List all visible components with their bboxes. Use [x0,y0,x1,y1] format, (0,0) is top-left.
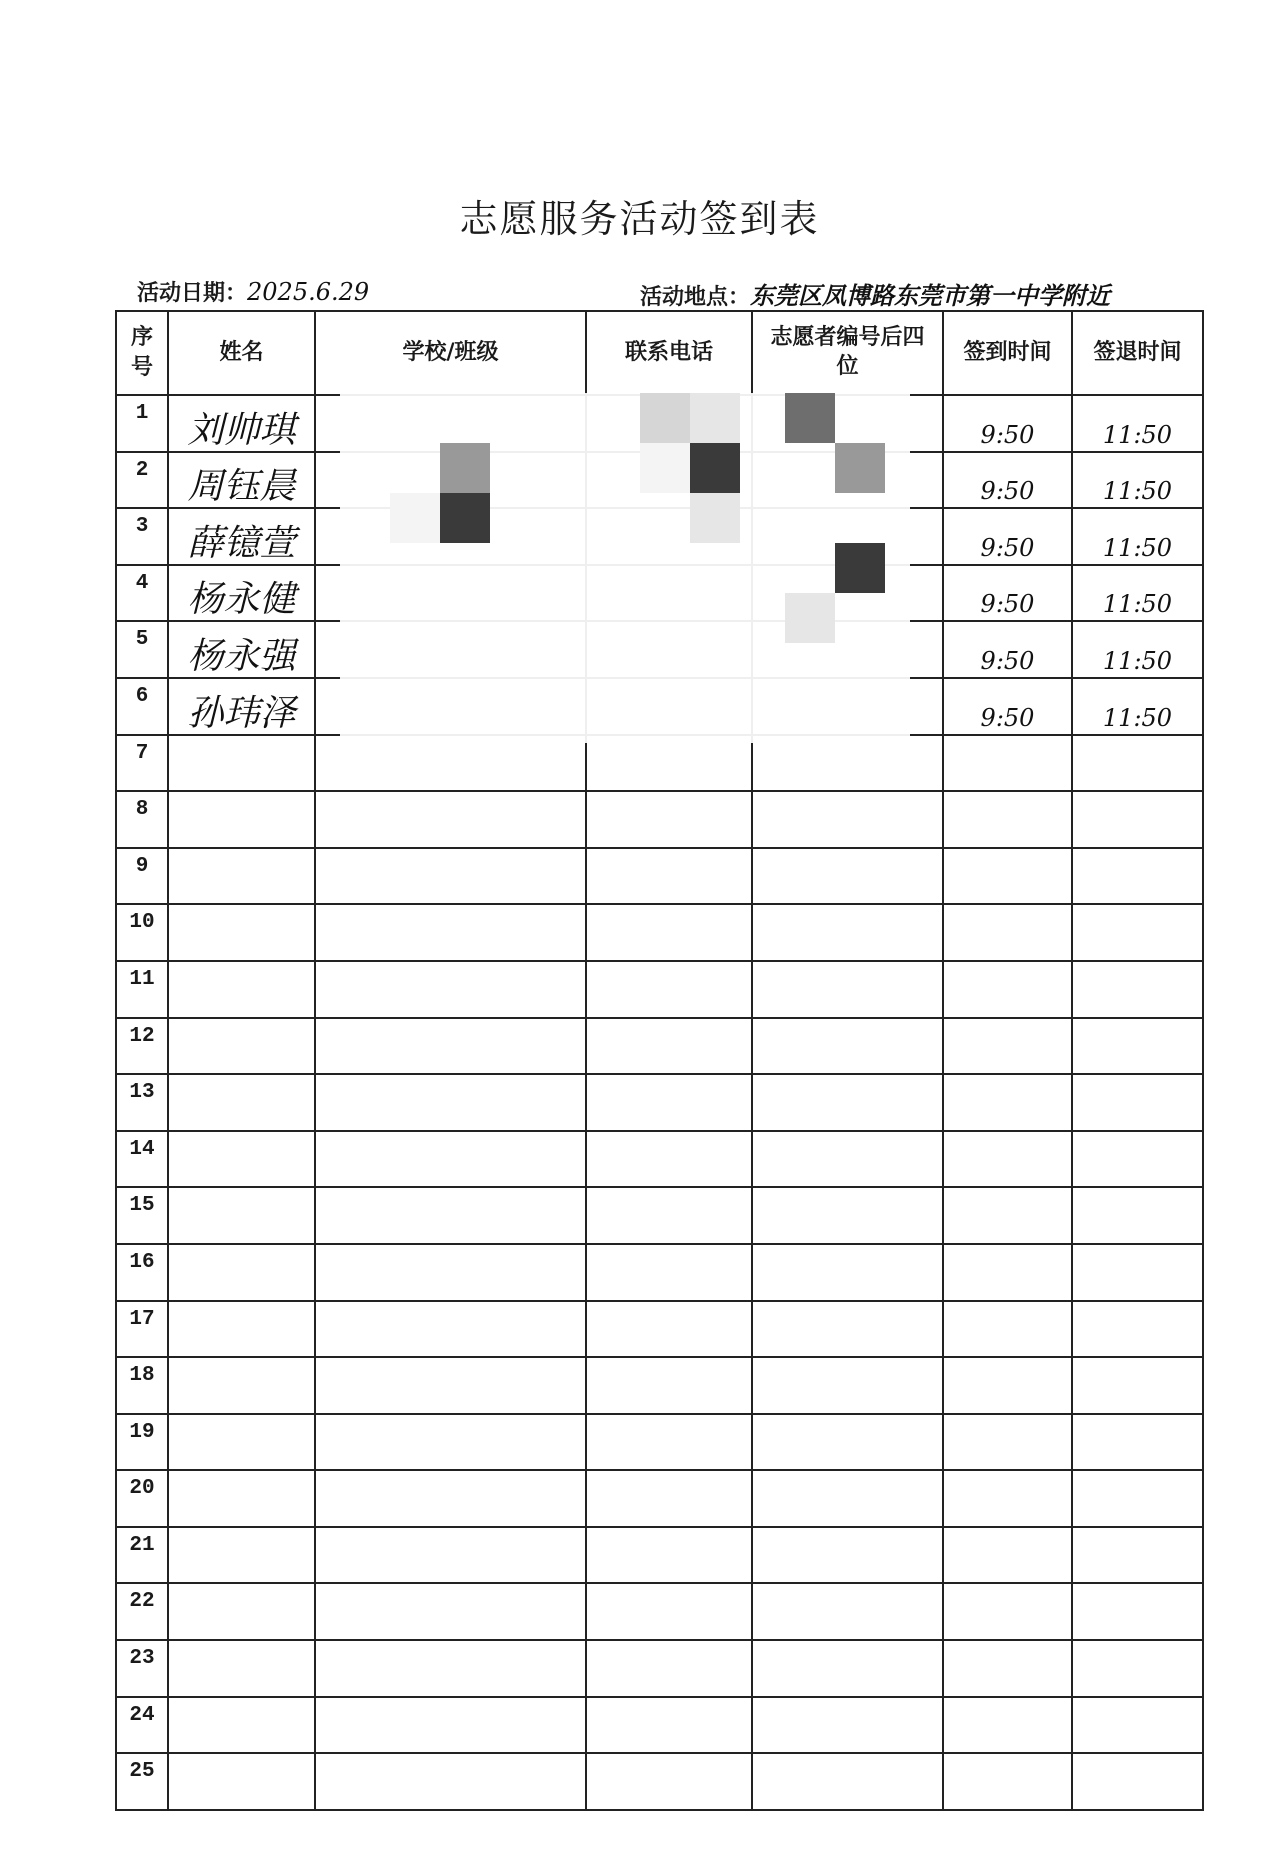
row-checkin [943,1527,1072,1584]
row-checkin [943,848,1072,905]
row-volunteer-id [752,1074,943,1131]
row-name [168,848,315,905]
redaction-block [785,593,835,643]
row-checkin [943,1357,1072,1414]
place-label: 活动地点： [640,285,751,310]
row-checkin: 9:50 [943,678,1072,735]
row-phone [586,1640,752,1697]
redaction-block [835,443,885,493]
table-row [116,1018,1203,1075]
header-volunteer-id-label: 志愿者编号后四位 [770,325,925,379]
row-checkout [1072,904,1203,961]
row-checkout [1072,1697,1203,1754]
row-school [315,1753,586,1810]
table-row [116,1074,1203,1131]
row-phone [586,1414,752,1471]
row-volunteer-id [752,848,943,905]
row-checkin [943,1301,1072,1358]
row-seq: 16 [116,1244,168,1301]
table-row [116,961,1203,1018]
row-phone [586,1470,752,1527]
header-phone: 联系电话 [586,311,752,395]
row-phone [586,735,752,792]
redaction-wash [340,393,910,743]
row-school [315,1697,586,1754]
row-seq: 7 [116,735,168,792]
date-label: 活动日期： [137,281,248,306]
row-phone [586,961,752,1018]
row-checkin [943,1640,1072,1697]
row-checkout: 11:50 [1072,508,1203,565]
date-value: 2025.6.29 [247,278,370,306]
row-checkout [1072,1527,1203,1584]
row-checkout [1072,735,1203,792]
row-name [168,735,315,792]
table-row [116,1470,1203,1527]
row-name [168,1414,315,1471]
row-checkin [943,1414,1072,1471]
activity-place [640,276,1110,311]
row-checkout: 11:50 [1072,565,1203,622]
row-name [168,904,315,961]
row-name [168,1357,315,1414]
row-seq: 10 [116,904,168,961]
row-checkout [1072,1301,1203,1358]
redaction-block [390,493,440,543]
row-volunteer-id [752,904,943,961]
row-checkin [943,1187,1072,1244]
row-school [315,1357,586,1414]
redaction-block [640,443,690,493]
table-row [116,1357,1203,1414]
row-checkin [943,1583,1072,1640]
row-name [168,1470,315,1527]
place-value: 东莞区凤博路东莞市第一中学附近 [750,281,1111,310]
row-name [168,1753,315,1810]
row-checkout [1072,1131,1203,1188]
sheet-title: 志愿服务活动签到表 [459,197,820,241]
row-phone [586,791,752,848]
redaction-block [440,443,490,493]
row-volunteer-id [752,1527,943,1584]
row-phone [586,1697,752,1754]
table-row [116,1187,1203,1244]
row-name [168,1018,315,1075]
row-volunteer-id [752,1301,943,1358]
row-checkout [1072,1470,1203,1527]
redaction-block [835,543,885,593]
activity-date [137,276,369,307]
row-name: 周钰晨 [168,452,315,509]
header-checkout [1072,311,1203,395]
row-phone [586,904,752,961]
row-seq: 21 [116,1527,168,1584]
row-school [315,1301,586,1358]
row-school [315,1187,586,1244]
row-volunteer-id [752,1357,943,1414]
header-volunteer-id [752,311,943,395]
row-checkout [1072,1018,1203,1075]
row-phone [586,1357,752,1414]
row-seq: 25 [116,1753,168,1810]
table-row [116,735,1203,792]
table-row [116,1640,1203,1697]
header-seq [116,311,168,395]
row-checkin [943,961,1072,1018]
row-volunteer-id [752,961,943,1018]
row-checkin: 9:50 [943,621,1072,678]
row-seq: 13 [116,1074,168,1131]
row-checkout: 11:50 [1072,678,1203,735]
row-seq: 19 [116,1414,168,1471]
table-row [116,1583,1203,1640]
row-seq: 20 [116,1470,168,1527]
redaction-block [690,493,740,543]
table-row [116,1697,1203,1754]
row-phone [586,1583,752,1640]
row-checkin [943,1697,1072,1754]
row-name: 孙玮泽 [168,678,315,735]
row-school [315,1244,586,1301]
row-school [315,848,586,905]
row-checkin [943,791,1072,848]
row-phone [586,1527,752,1584]
row-phone [586,1018,752,1075]
redaction-block [785,393,835,443]
redaction-block [690,443,740,493]
row-checkin [943,1753,1072,1810]
row-seq: 8 [116,791,168,848]
row-checkin [943,1074,1072,1131]
row-checkout: 11:50 [1072,621,1203,678]
row-checkin: 9:50 [943,508,1072,565]
row-checkout [1072,848,1203,905]
row-checkout [1072,791,1203,848]
row-checkout [1072,1414,1203,1471]
row-volunteer-id [752,735,943,792]
row-checkin [943,1470,1072,1527]
table-row [116,791,1203,848]
row-school [315,1131,586,1188]
table-row [116,1244,1203,1301]
row-seq: 5 [116,621,168,678]
redaction-block [690,393,740,443]
row-seq: 18 [116,1357,168,1414]
row-checkout [1072,1753,1203,1810]
row-checkin: 9:50 [943,452,1072,509]
row-seq: 6 [116,678,168,735]
row-checkin [943,1131,1072,1188]
row-name [168,1074,315,1131]
row-seq: 4 [116,565,168,622]
row-checkout [1072,961,1203,1018]
row-school [315,1470,586,1527]
row-phone [586,1753,752,1810]
row-seq: 17 [116,1301,168,1358]
row-school [315,1018,586,1075]
row-checkin: 9:50 [943,395,1072,452]
row-school [315,1640,586,1697]
row-name [168,1244,315,1301]
row-school [315,1583,586,1640]
row-volunteer-id [752,1244,943,1301]
row-phone [586,1244,752,1301]
row-checkout [1072,1357,1203,1414]
row-seq: 1 [116,395,168,452]
row-volunteer-id [752,1018,943,1075]
row-school [315,1527,586,1584]
row-name: 薛镱萱 [168,508,315,565]
row-name [168,1131,315,1188]
row-seq: 24 [116,1697,168,1754]
row-seq: 3 [116,508,168,565]
table-row [116,1753,1203,1810]
row-checkout: 11:50 [1072,452,1203,509]
redaction-block [640,393,690,443]
row-seq: 23 [116,1640,168,1697]
row-school [315,1414,586,1471]
row-checkout [1072,1583,1203,1640]
row-phone [586,848,752,905]
row-name: 杨永健 [168,565,315,622]
table-row [116,1414,1203,1471]
row-seq: 12 [116,1018,168,1075]
row-school [315,1074,586,1131]
row-checkin [943,1018,1072,1075]
row-checkin [943,904,1072,961]
row-volunteer-id [752,1131,943,1188]
row-seq: 15 [116,1187,168,1244]
row-school [315,735,586,792]
header-school: 学校/班级 [315,311,586,395]
header-checkin [943,311,1072,395]
row-name [168,791,315,848]
row-seq: 9 [116,848,168,905]
row-checkin [943,1244,1072,1301]
header-checkout-label: 签退时间 [1093,339,1182,365]
row-volunteer-id [752,1470,943,1527]
row-seq: 14 [116,1131,168,1188]
row-name: 杨永强 [168,621,315,678]
row-seq: 11 [116,961,168,1018]
row-checkin [943,735,1072,792]
row-name [168,1640,315,1697]
header-seq-label: 序号 [130,325,153,380]
row-phone [586,1301,752,1358]
row-phone [586,1074,752,1131]
row-volunteer-id [752,791,943,848]
row-phone [586,1131,752,1188]
row-checkout [1072,1187,1203,1244]
row-name [168,1187,315,1244]
row-name [168,1527,315,1584]
table-row [116,848,1203,905]
header-name: 姓名 [168,311,315,395]
row-volunteer-id [752,1753,943,1810]
row-name: 刘帅琪 [168,395,315,452]
header-checkin-label: 签到时间 [963,339,1052,365]
row-name [168,1583,315,1640]
row-name [168,1697,315,1754]
table-row [116,1527,1203,1584]
header-row [116,311,1203,395]
row-checkout [1072,1074,1203,1131]
row-seq: 22 [116,1583,168,1640]
row-volunteer-id [752,1640,943,1697]
row-name [168,1301,315,1358]
row-school [315,961,586,1018]
table-row [116,1301,1203,1358]
row-checkin: 9:50 [943,565,1072,622]
row-seq: 2 [116,452,168,509]
row-school [315,791,586,848]
row-volunteer-id [752,1697,943,1754]
row-volunteer-id [752,1583,943,1640]
row-checkout [1072,1244,1203,1301]
row-checkout: 11:50 [1072,395,1203,452]
redaction-block [440,493,490,543]
row-volunteer-id [752,1414,943,1471]
table-row [116,1131,1203,1188]
row-name [168,961,315,1018]
row-school [315,904,586,961]
table-row [116,904,1203,961]
row-checkout [1072,1640,1203,1697]
row-volunteer-id [752,1187,943,1244]
row-phone [586,1187,752,1244]
